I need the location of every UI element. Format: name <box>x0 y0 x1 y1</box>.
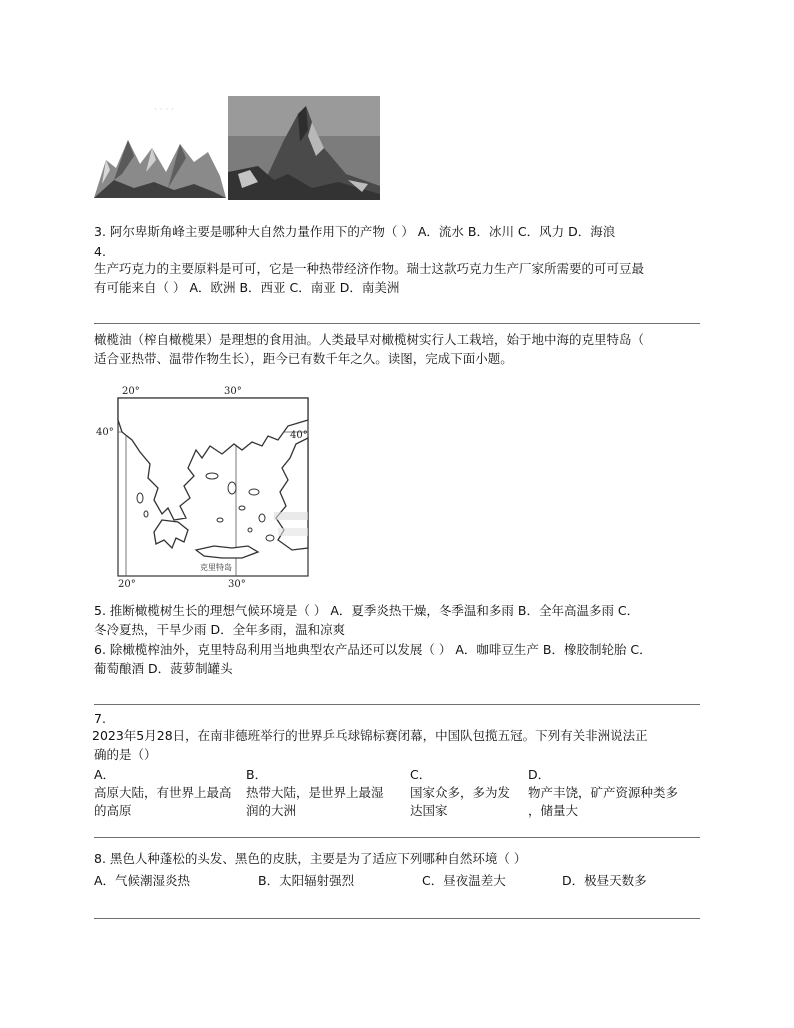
question-8-option-c: C．昼夜温差大 <box>422 873 506 888</box>
option-letter: D． <box>528 767 551 782</box>
option-letter: A． <box>94 767 116 782</box>
greece-crete-map <box>92 380 312 590</box>
option-text-line1: 高原大陆，有世界上最高 <box>94 785 232 800</box>
option-text-line1: 热带大陆，是世界上最湿 <box>246 785 384 800</box>
question-8-option-a: A．气候潮湿炎热 <box>94 873 191 888</box>
olive-passage-line1: 橄榄油（榨自橄榄果）是理想的食用油。人类最早对橄榄树实行人工栽培，始于地中海的克里特岛（ <box>94 332 645 347</box>
section-divider <box>94 704 700 705</box>
alpine-peaks-diagram-image <box>94 98 226 198</box>
question-7-option-b <box>246 766 406 820</box>
question-5-line2: 冬冷夏热，干旱少雨 D．全年多雨，温和凉爽 <box>94 622 346 637</box>
question-8-option-d: D．极昼天数多 <box>562 873 647 888</box>
question-8-option-b: B．太阳辐射强烈 <box>258 873 355 888</box>
question-7-option-a <box>94 766 244 820</box>
lon-label-top-left: 20° <box>122 386 140 397</box>
question-7-option-c <box>410 766 528 820</box>
matterhorn-photo <box>228 96 380 200</box>
question-4-line1: 生产巧克力的主要原料是可可，它是一种热带经济作物。瑞士这款巧克力生产厂家所需要的可可豆最 <box>94 261 645 276</box>
lon-label-top-right: 30° <box>224 386 242 397</box>
option-text-line1: 国家众多，多为发 <box>410 785 511 800</box>
option-text-line2: 的高原 <box>94 803 132 818</box>
question-7-line2: 确的是（） <box>94 747 157 762</box>
question-6-line2: 葡萄酿酒 D．菠萝制罐头 <box>94 661 233 676</box>
lat-label-right: 40° <box>290 430 308 441</box>
lon-label-bottom-left: 20° <box>118 579 136 590</box>
option-text-line1: 物产丰饶，矿产资源种类多 <box>528 785 679 800</box>
lat-label-left: 40° <box>96 427 114 438</box>
svg-text:· · · ·: · · · · <box>154 105 175 115</box>
crete-label: 克里特岛 <box>200 563 232 572</box>
section-divider <box>94 323 700 324</box>
section-divider <box>94 918 700 919</box>
question-7-number: 7. <box>94 711 106 726</box>
question-3: 3. 阿尔卑斯角峰主要是哪种大自然力量作用下的产物（ ） A．流水 B．冰川 C．风力 D．海浪 <box>94 224 616 239</box>
question-5-line1: 5. 推断橄榄树生长的理想气候环境是（ ） A．夏季炎热干燥，冬季温和多雨 B．全年高温多雨 C． <box>94 603 640 618</box>
olive-passage-line2: 适合亚热带、温带作物生长），距今已有数千年之久。读图，完成下面小题。 <box>94 351 513 366</box>
option-letter: C． <box>410 767 432 782</box>
question-4-number: 4. <box>94 244 106 259</box>
question-4-line2: 有可能来自（ ） A．欧洲 B．西亚 C．南亚 D．南美洲 <box>94 280 400 295</box>
question-7-line1: 2023年5月28日，在南非德班举行的世界乒乓球锦标赛闭幕，中国队包揽五冠。下列有关非洲说法正 <box>92 728 648 743</box>
option-text-line2: 润的大洲 <box>246 803 297 818</box>
question-7-option-d <box>528 766 700 820</box>
option-letter: B． <box>246 767 268 782</box>
section-divider <box>94 837 700 838</box>
option-text-line2: 达国家 <box>410 803 448 818</box>
question-8: 8. 黑色人种蓬松的头发、黑色的皮肤，主要是为了适应下列哪种自然环境（ ） <box>94 851 527 866</box>
question-6-line1: 6. 除橄榄榨油外，克里特岛利用当地典型农产品还可以发展（ ） A．咖啡豆生产 B．橡胶制轮胎 C． <box>94 642 652 657</box>
option-text-line2: ，储量大 <box>528 803 579 818</box>
lon-label-bottom-right: 30° <box>228 579 246 590</box>
